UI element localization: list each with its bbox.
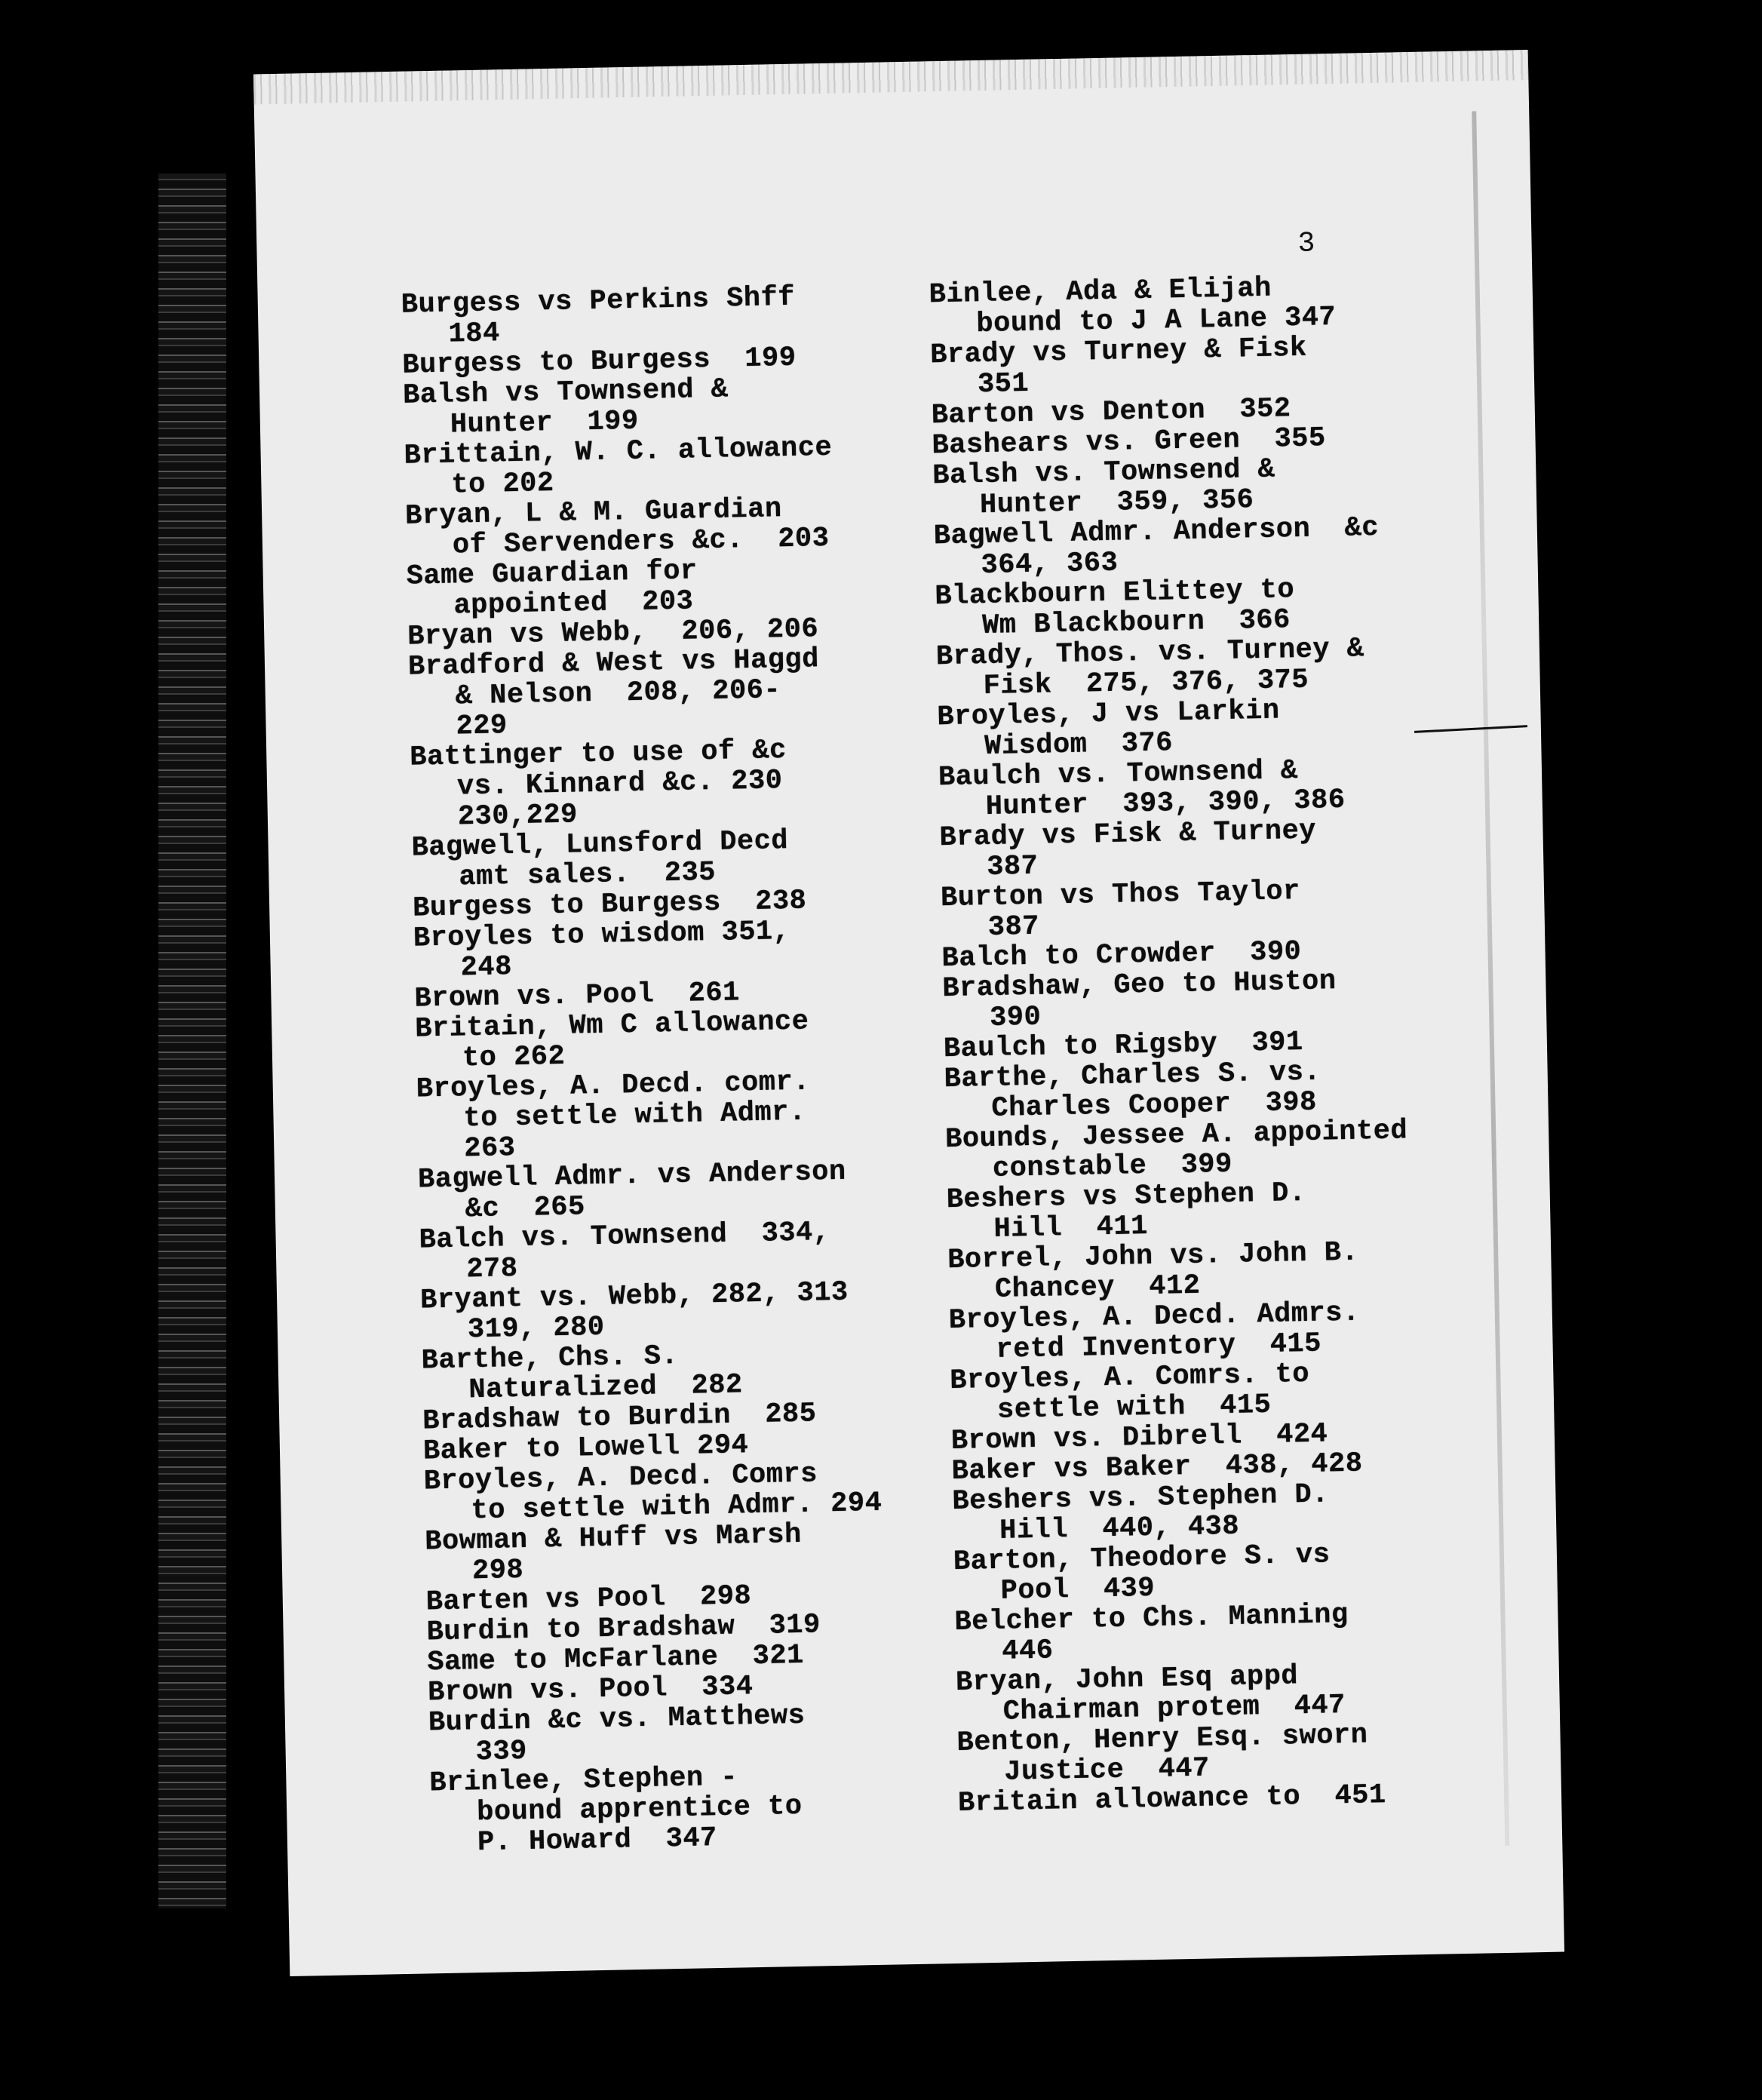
- index-entry: [416, 1064, 944, 1134]
- index-entry: [408, 642, 937, 712]
- index-entry-line: Baker vs Baker 438, 428: [951, 1448, 1363, 1488]
- index-entry: [930, 329, 1519, 401]
- index-entry-line: Broyles to wisdom 351,: [413, 916, 790, 955]
- index-entry-continuation: to 262: [462, 1040, 566, 1075]
- index-entry-continuation: 339: [475, 1735, 528, 1769]
- index-entry-continuation: Hill 440, 438: [999, 1510, 1240, 1547]
- index-entry-line: Britain allowance to 451: [957, 1779, 1387, 1819]
- index-entry-line: Bryan, L & M. Guardian: [404, 493, 783, 533]
- index-entry: [410, 732, 938, 803]
- index-entry: [421, 1336, 950, 1406]
- index-entry-line: Broyles, J vs Larkin: [937, 695, 1280, 734]
- index-entry-continuation: Hunter 393, 390, 386: [985, 784, 1346, 823]
- index-entry-line: Bagwell Admr. vs Anderson: [417, 1156, 847, 1196]
- index-entry-line: Baulch to Rigsby 391: [943, 1026, 1304, 1066]
- index-entry-line: Broyles, A. Decd. Comrs: [423, 1458, 818, 1498]
- index-entry: [944, 1053, 1533, 1125]
- index-entry-line: Binlee, Ada & Elijah: [929, 272, 1272, 312]
- index-entry: [420, 1276, 949, 1346]
- index-entry-line: P. Howard 347: [477, 1822, 718, 1859]
- index-entry-line: Burdin &c vs. Matthews: [428, 1699, 806, 1739]
- index-entry-line: Borrel, John vs. John B.: [947, 1236, 1359, 1277]
- index-entry-line: Baker to Lowell 294: [422, 1429, 749, 1468]
- index-entry: [932, 450, 1521, 521]
- index-entry-continuation: bound apprentice to: [476, 1790, 803, 1829]
- page-number: 3: [1297, 227, 1315, 260]
- index-entry-continuation: Chancey 412: [994, 1270, 1201, 1306]
- index-entry-line: Bagwell Admr. Anderson &c: [933, 511, 1380, 553]
- index-entry-continuation: Charles Cooper 398: [991, 1086, 1318, 1125]
- index-entry-continuation: to settle with Admr. 294: [471, 1487, 883, 1527]
- index-entry-continuation: 184: [448, 318, 501, 351]
- index-entry-line: Burton vs Thos Taylor: [940, 876, 1301, 915]
- index-entry: [933, 510, 1522, 582]
- index-entry: [935, 570, 1524, 642]
- index-entry: [428, 1698, 957, 1768]
- index-entry-line: Bryan vs Webb, 206, 206: [407, 613, 819, 653]
- index-entry: [413, 913, 942, 984]
- index-entry-continuation: 351: [977, 367, 1030, 401]
- index-entry-continuation: of Servenders &c. 203: [452, 522, 830, 562]
- index-entry-continuation: 446: [1001, 1635, 1054, 1668]
- index-entry-line: Balsh vs Townsend &: [402, 373, 729, 412]
- index-entry-continuation: vs. Kinnard &c. 230: [456, 765, 783, 803]
- index-entry-continuation: 319, 280: [467, 1311, 605, 1346]
- index-entry: [950, 1355, 1539, 1426]
- index-entry: [429, 1758, 958, 1828]
- index-entry-continuation: &c 265: [465, 1191, 586, 1226]
- index-entry-continuation: Chairman protem 447: [1002, 1690, 1346, 1728]
- index-entry: [956, 1717, 1546, 1788]
- index-entry-line: Bashears vs. Green 355: [932, 422, 1327, 462]
- index-entry: [941, 872, 1530, 944]
- index-entry-continuation: Hunter 199: [450, 405, 640, 441]
- index-entry: [947, 1234, 1536, 1306]
- index-entry-line: Bryan, John Esq appd: [955, 1660, 1299, 1699]
- index-entry-line: Barton vs Denton 352: [931, 393, 1291, 432]
- index-entry-continuation: amt sales. 235: [459, 856, 717, 894]
- index-entry-line: Benton, Henry Esq. sworn: [956, 1719, 1368, 1759]
- index-entry-line: Balch vs. Townsend 334,: [419, 1217, 830, 1257]
- left-index-column: [401, 280, 959, 1859]
- index-entry-continuation: Fisk 275, 376, 375: [983, 664, 1309, 703]
- index-entry-line: Balch to Crowder 390: [941, 936, 1302, 975]
- index-entry-continuation: 387: [986, 850, 1039, 883]
- index-entry: [948, 1294, 1537, 1366]
- index-entry-line: Burgess to Burgess 199: [401, 342, 797, 382]
- index-entry-line: Burgess vs Perkins Shff: [401, 281, 796, 321]
- index-entry-continuation: 364, 363: [981, 547, 1119, 582]
- index-entry-continuation: bound to J A Lane 347: [976, 301, 1337, 341]
- book-binding-edge: [158, 173, 226, 1908]
- index-entry-line: Beshers vs Stephen D.: [946, 1177, 1306, 1217]
- index-entry-continuation: 298: [471, 1554, 524, 1588]
- index-entry: [954, 1596, 1543, 1668]
- index-entry-continuation: Hill 411: [993, 1210, 1149, 1245]
- index-entry-line: Britain, Wm C allowance: [414, 1005, 809, 1045]
- index-entry-line: 230,229: [457, 799, 579, 834]
- index-entry-continuation: to 202: [451, 467, 555, 502]
- index-entry-line: Burgess to Burgess 238: [412, 885, 807, 925]
- index-entry-line: Baulch vs. Townsend &: [938, 755, 1299, 794]
- index-entry-line: Brittain, W. C. allowance: [404, 431, 833, 472]
- index-entry: [938, 751, 1527, 823]
- index-page: [253, 50, 1564, 1976]
- index-entry-continuation: Naturalized 282: [468, 1369, 744, 1407]
- index-entry-line: Bounds, Jessee A. appointed: [944, 1115, 1408, 1156]
- index-entry: [401, 280, 929, 350]
- index-entry: [929, 269, 1518, 340]
- index-entry: [404, 431, 932, 501]
- index-entry: [418, 1155, 947, 1225]
- index-entry-line: Brinlee, Stephen -: [429, 1761, 738, 1800]
- index-entry-line: Broyles, A. Comrs. to: [949, 1358, 1310, 1398]
- index-entry-continuation: Hunter 359, 356: [979, 484, 1254, 522]
- index-entry-line: Same to McFarlane 321: [427, 1639, 805, 1679]
- index-entry-line: Bowman & Huff vs Marsh: [424, 1518, 803, 1558]
- index-entry: [403, 370, 932, 441]
- index-entry-line: Brady vs Turney & Fisk: [929, 332, 1308, 372]
- index-entry-line: Bradshaw, Geo to Huston: [941, 966, 1337, 1005]
- right-index-column: [929, 269, 1546, 1819]
- index-entry: [942, 962, 1531, 1034]
- index-entry-continuation: Wisdom 376: [984, 727, 1174, 763]
- index-entry-line: Bradshaw to Burdin 285: [422, 1398, 817, 1438]
- index-entry-continuation: 248: [460, 951, 513, 984]
- index-entry: [415, 1004, 944, 1074]
- index-entry-continuation: 278: [466, 1253, 518, 1286]
- index-entry-line: Brown vs. Pool 334: [427, 1671, 754, 1709]
- index-entry-line: Beshers vs. Stephen D.: [952, 1478, 1330, 1518]
- index-entry-line: Bagwell, Lunsford Decd: [411, 825, 789, 864]
- index-entry-continuation: to settle with Admr.: [463, 1096, 806, 1135]
- index-entry-line: Same Guardian for: [406, 555, 698, 593]
- index-entry-continuation: Pool 439: [1000, 1572, 1156, 1607]
- index-entry: [956, 1656, 1545, 1728]
- index-entry: [939, 812, 1528, 883]
- index-entry-line: Battinger to use of &c: [409, 735, 787, 774]
- index-entry: [419, 1215, 947, 1285]
- index-entry-line: Brown vs. Pool 261: [414, 977, 741, 1015]
- index-entry-continuation: constable 399: [992, 1148, 1233, 1185]
- index-entry-continuation: 387: [987, 910, 1040, 944]
- index-entry-continuation: & Nelson 208, 206-: [455, 674, 781, 713]
- index-entry-line: Broyles, A. Decd. comr.: [416, 1066, 811, 1106]
- index-entry-continuation: retd Inventory 415: [996, 1328, 1322, 1366]
- index-entry: [952, 1475, 1541, 1547]
- index-entry-line: Brady vs Fisk & Turney: [939, 815, 1317, 855]
- index-entry-line: Brady, Thos. vs. Turney &: [935, 633, 1364, 674]
- index-entry-continuation: Justice 447: [1003, 1752, 1211, 1788]
- index-entry: [953, 1536, 1543, 1607]
- index-entry-continuation: settle with 415: [996, 1389, 1272, 1426]
- index-entry-line: Barthe, Charles S. vs.: [944, 1056, 1322, 1096]
- index-entry: [945, 1113, 1534, 1185]
- index-entry-continuation: Wm Blackbourn 366: [981, 604, 1291, 643]
- index-entry-continuation: appointed 203: [453, 585, 694, 622]
- index-entry-line: Broyles, A. Decd. Admrs.: [948, 1297, 1361, 1337]
- index-entry-continuation: 390: [989, 1001, 1042, 1034]
- index-entry-line: Barton, Theodore S. vs: [953, 1539, 1331, 1578]
- index-entry-line: Blackbourn Elittey to: [935, 574, 1295, 613]
- index-entry-line: Bradford & West vs Haggd: [407, 643, 820, 683]
- index-entry: [423, 1457, 952, 1527]
- index-entry-line: Balsh vs. Townsend &: [932, 453, 1275, 493]
- index-entry-line: 263: [463, 1132, 516, 1165]
- index-entry-line: Barthe, Chs. S.: [421, 1340, 679, 1377]
- index-entry: [411, 823, 940, 893]
- index-entry: [405, 491, 934, 561]
- index-entry-line: Barten vs Pool 298: [425, 1580, 752, 1619]
- index-entry-line: 229: [456, 710, 508, 743]
- index-entry-line: Burdin to Bradshaw 319: [426, 1609, 821, 1649]
- index-entry: [946, 1174, 1535, 1245]
- index-entry-line: Bryant vs. Webb, 282, 313: [419, 1276, 849, 1317]
- index-entry-line: Brown vs. Dibrell 424: [950, 1418, 1328, 1458]
- index-entry: [406, 551, 935, 622]
- index-entry: [425, 1517, 953, 1587]
- index-entry: [936, 631, 1525, 702]
- index-entry-line: Belcher to Chs. Manning: [954, 1598, 1349, 1638]
- index-entry: [937, 691, 1526, 763]
